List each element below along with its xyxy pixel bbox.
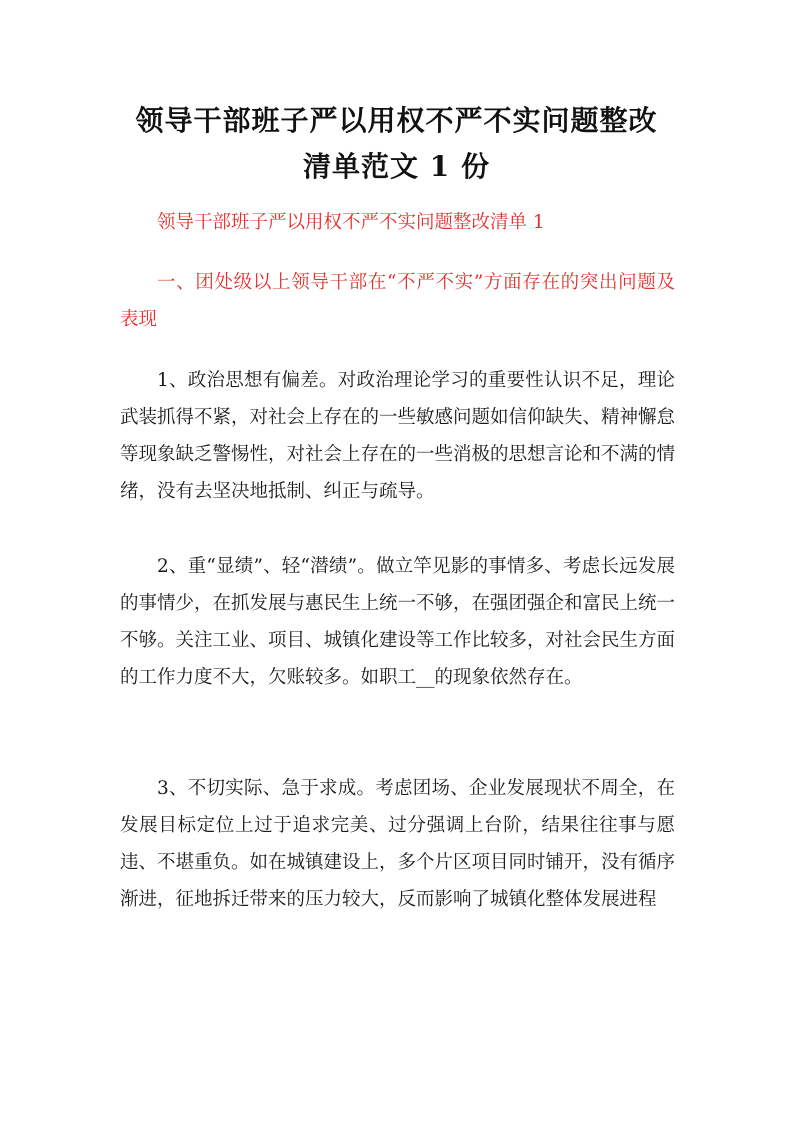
paragraph-3: 3、不切实际、急于求成。考虑团场、企业发展现状不周全，在发展目标定位上过于追求完美、过分强调上台阶，结果往往事与愿违、不堪重负。如在城镇建设上，多个片区项目同时铺开，没有循序渐进，征地拆迁带来的压力较大，反而影响了城镇化整体发展进程 (120, 778, 676, 910)
section-heading: 一、团处级以上领导干部在“不严不实”方面存在的突出问题及表现 (120, 272, 675, 330)
document-title (100, 98, 693, 190)
title-line-2: 清单范文 1 份 (303, 150, 490, 183)
paragraph-1: 1、政治思想有偏差。对政治理论学习的重要性认识不足，理论武装抓得不紧，对社会上存在的一些敏感问题如信仰缺失、精神懈怠等现象缺乏警惕性，对社会上存在的一些消极的思想言论和不满的情绪，没有去坚决地抵制、纠正与疏导。 (120, 370, 676, 502)
paragraph-2: 2、重“显绩”、轻“潜绩”。做立竿见影的事情多、考虑长远发展的事情少，在抓发展与惠民生上统一不够，在强团强企和富民上统一不够。关注工业、项目、城镇化建设等工作比较多，对社会民生方面的工作力度不大，欠账较多。如职工__的现象依然存在。 (120, 556, 676, 688)
subtitle: 领导干部班子严以用权不严不实问题整改清单 1 (157, 212, 545, 233)
title-line-1: 领导干部班子严以用权不严不实问题整改 (135, 104, 658, 137)
